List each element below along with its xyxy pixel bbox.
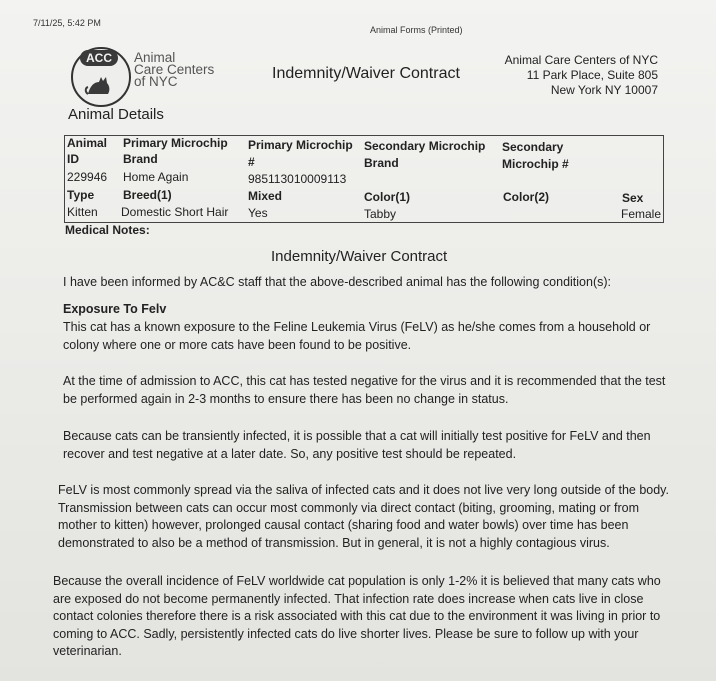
value-sex: Female (621, 207, 662, 221)
logo-line-2: Care Centers (134, 62, 215, 77)
header-secondary-number-2: Microchip # (502, 157, 569, 171)
logo-wordmark (134, 52, 214, 88)
logo-line-1: Animal (134, 50, 176, 65)
header-primary-brand-2: Brand (123, 152, 158, 166)
organization-address (505, 53, 658, 98)
header-mixed: Mixed (248, 189, 283, 203)
paragraph-transient: Because cats can be transiently infected, it is possible that a cat will initially test positive for FeLV and then recover and test negative at a later date. So, any positive test should be repeated. (63, 429, 651, 461)
value-primary-brand: Home Again (123, 170, 189, 184)
animal-details-heading: Animal Details (68, 106, 164, 123)
header-type: Type (67, 188, 95, 202)
address-city: New York NY 10007 (550, 83, 658, 97)
paragraph-transmission: FeLV is most commonly spread via the saliva of infected cats and it does not live very long outside of the body. Transmission between cats can occur most commonly via direct contact (biting, grooming, mating or from mother to kitten) however, prolonged causal contact (sharing food and water bowls) over time has been demonstrated to also be a method of transmission. But in general, it is not a highly contagious virus. (58, 483, 669, 550)
header-color-2: Color(2) (503, 190, 549, 204)
header-primary-number-2: # (248, 155, 255, 169)
paragraph-exposure: This cat has a known exposure to the Feline Leukemia Virus (FeLV) as he/she comes from a household or colony where one or more cats have been found to be positive. (63, 320, 651, 352)
header-sex: Sex (622, 191, 644, 205)
header-color-1: Color(1) (364, 190, 410, 204)
print-datetime: 7/11/25, 5:42 PM (33, 18, 101, 28)
logo-line-3: of NYC (134, 74, 178, 89)
value-animal-id: 229946 (67, 170, 108, 184)
header-primary-number-1: Primary Microchip (248, 138, 353, 152)
header-secondary-brand-1: Secondary Microchip (364, 139, 486, 153)
header-secondary-brand-2: Brand (364, 156, 399, 170)
header-primary-brand-1: Primary Microchip (123, 136, 228, 150)
condition-heading: Exposure To Felv (63, 302, 167, 316)
header-animal-id-1: Animal (67, 136, 108, 150)
header-breed: Breed(1) (123, 188, 172, 202)
contract-heading: Indemnity/Waiver Contract (271, 248, 448, 265)
address-street: 11 Park Place, Suite 805 (526, 68, 658, 82)
value-primary-number: 985113010009113 (248, 172, 347, 186)
value-mixed: Yes (248, 206, 268, 220)
medical-notes-label: Medical Notes: (65, 223, 150, 237)
header-animal-id-2: ID (67, 152, 79, 166)
header-secondary-number-1: Secondary (502, 140, 564, 154)
logo-abbr: ACC (80, 50, 118, 66)
intro-paragraph: I have been informed by AC&C staff that the above-described animal has the following condition(s): (63, 275, 611, 289)
address-org: Animal Care Centers of NYC (504, 53, 658, 67)
value-breed: Domestic Short Hair (121, 205, 229, 219)
paragraph-testing: At the time of admission to ACC, this cat has tested negative for the virus and it is recommended that the test be performed again in 2-3 months to ensure there has been no change in status. (63, 374, 666, 406)
cat-silhouette-icon (84, 68, 114, 98)
form-label: Animal Forms (Printed) (370, 25, 463, 35)
paragraph-incidence: Because the overall incidence of FeLV worldwide cat population is only 1-2% it is believed that many cats who are exposed do not become permanently infected. That infection rate does increase when cats live in close contact colonies therefore there is a risk associated with this cat due to the environment it was living in prior to coming to ACC. Sadly, persistently infected cats do live shorter lives. Please be sure to follow up with your veterinarian. (53, 574, 661, 658)
value-type: Kitten (67, 205, 98, 219)
document-title: Indemnity/Waiver Contract (272, 65, 460, 82)
value-color-1: Tabby (364, 207, 397, 221)
